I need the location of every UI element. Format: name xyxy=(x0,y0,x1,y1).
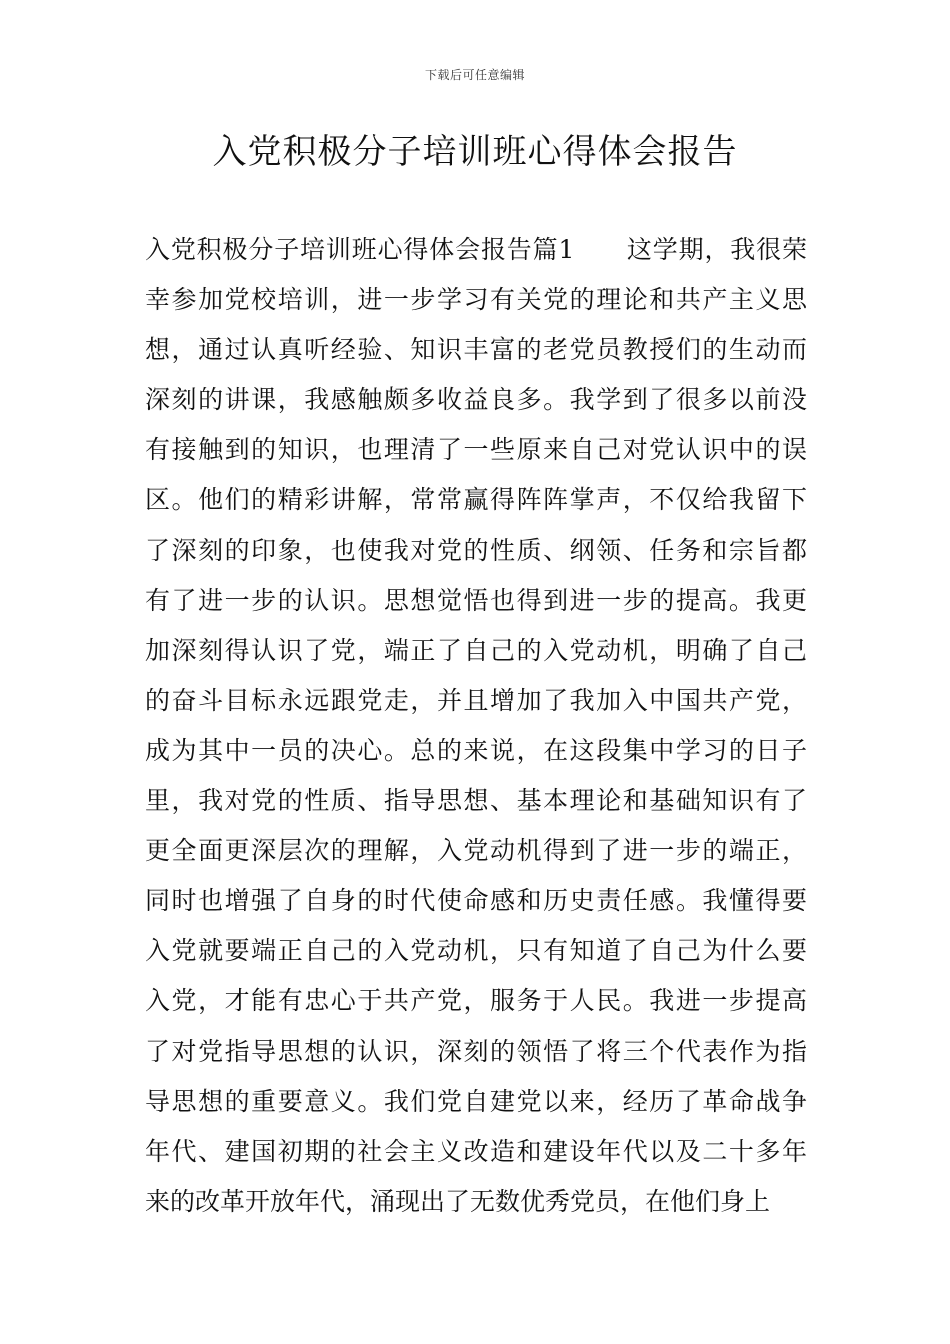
header-note: 下载后可任意编辑 xyxy=(424,68,525,82)
body-line: 有接触到的知识，也理清了一些原来自己对党认识中的误 xyxy=(145,435,807,465)
body-line: 入党就要端正自己的入党动机，只有知道了自己为什么要 xyxy=(145,936,807,966)
body-line: 幸参加党校培训，进一步学习有关党的理论和共产主义思 xyxy=(145,285,807,315)
body-line: 年代、建国初期的社会主义改造和建设年代以及二十多年 xyxy=(145,1136,807,1166)
document-body xyxy=(145,228,807,1228)
body-line: 成为其中一员的决心。总的来说，在这段集中学习的日子 xyxy=(145,735,807,765)
document-title: 入党积极分子培训班心得体会报告 xyxy=(212,132,738,172)
body-line: 里，我对党的性质、指导思想、基本理论和基础知识有了 xyxy=(145,786,807,816)
body-line: 来的改革开放年代，涌现出了无数优秀党员，在他们身上 xyxy=(145,1186,771,1216)
body-line: 想，通过认真听经验、知识丰富的老党员教授们的生动而 xyxy=(145,335,807,365)
body-line: 更全面更深层次的理解，入党动机得到了进一步的端正， xyxy=(145,836,807,866)
body-line: 入党积极分子培训班心得体会报告篇1 这学期，我很荣 xyxy=(145,235,807,264)
body-line: 深刻的讲课，我感触颇多收益良多。我学到了很多以前没 xyxy=(145,385,807,415)
body-line: 入党，才能有忠心于共产党，服务于人民。我进一步提高 xyxy=(145,986,807,1016)
body-line: 的奋斗目标永远跟党走，并且增加了我加入中国共产党， xyxy=(145,685,807,715)
body-line: 同时也增强了自身的时代使命感和历史责任感。我懂得要 xyxy=(145,886,807,916)
body-line: 加深刻得认识了党，端正了自己的入党动机，明确了自己 xyxy=(145,635,807,665)
body-line: 了对党指导思想的认识，深刻的领悟了将三个代表作为指 xyxy=(145,1036,807,1066)
body-line: 导思想的重要意义。我们党自建党以来，经历了革命战争 xyxy=(145,1086,807,1116)
body-line: 了深刻的印象，也使我对党的性质、纲领、任务和宗旨都 xyxy=(145,535,807,565)
body-line: 区。他们的精彩讲解，常常赢得阵阵掌声，不仅给我留下 xyxy=(145,485,807,515)
body-line: 有了进一步的认识。思想觉悟也得到进一步的提高。我更 xyxy=(145,585,807,615)
